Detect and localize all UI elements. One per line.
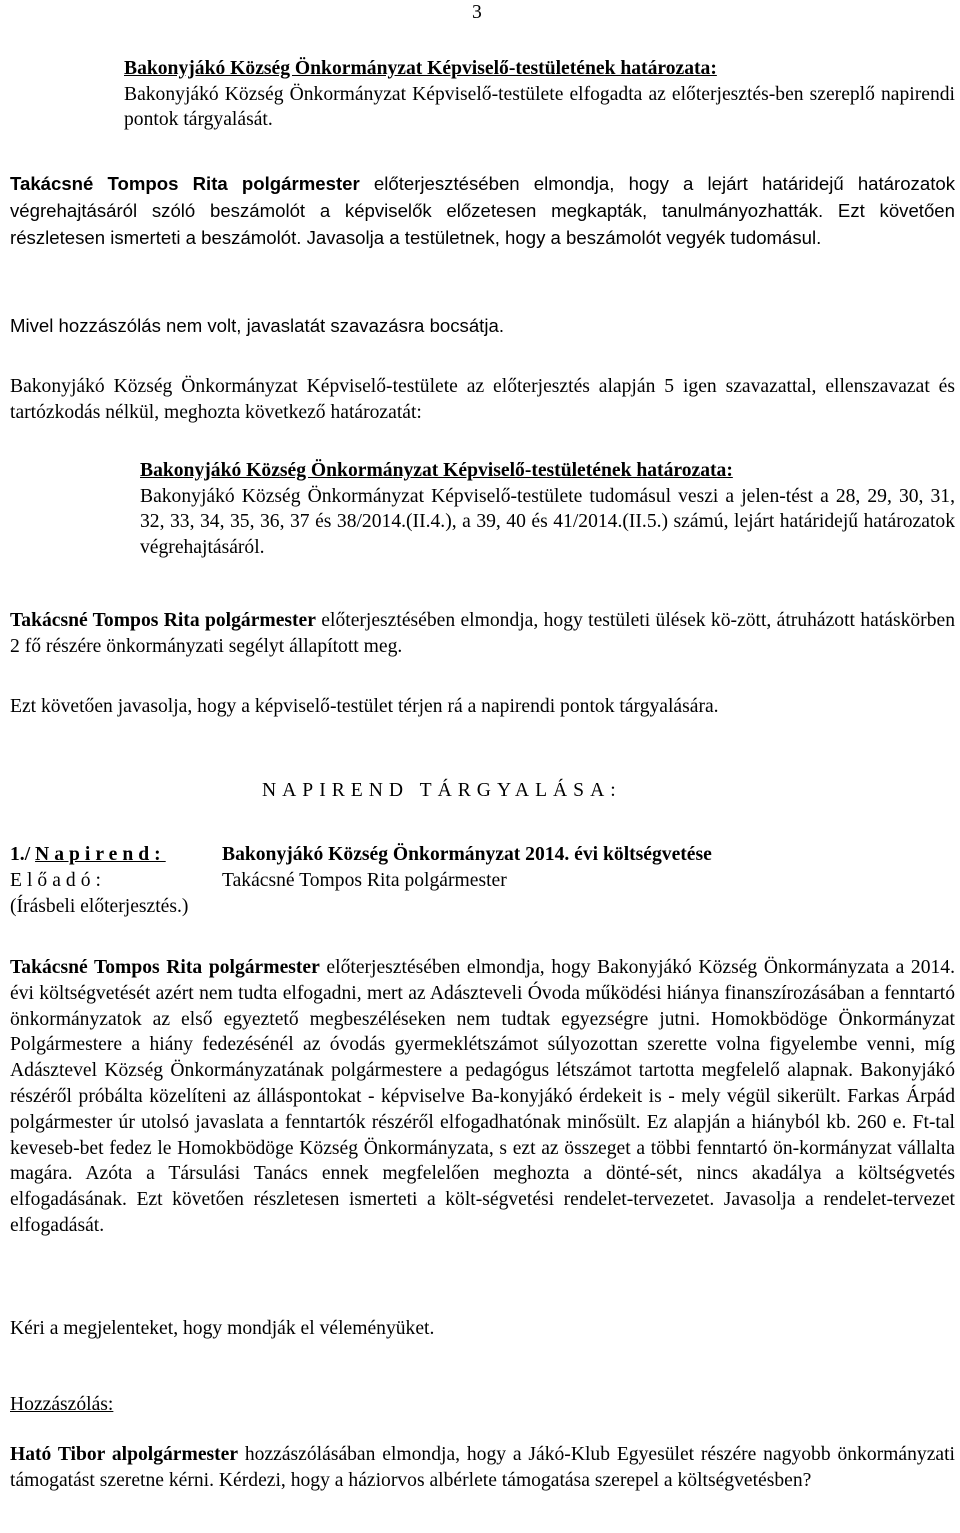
paragraph-text: előterjesztésében elmondja, hogy testületi ülések kö-zött, átruházott hatáskörben 2 fő részére önkormányzati segélyt állapított meg. <box>10 610 955 657</box>
resolution-1-heading: Bakonyjákó Község Önkormányzat Képviselő-testületének határozata: <box>124 58 717 79</box>
paragraph-comment <box>10 1442 955 1493</box>
speaker-name: Takácsné Tompos Rita polgármester <box>10 173 360 194</box>
speaker-name: Takácsné Tompos Rita polgármester <box>10 957 320 978</box>
paragraph-text: előterjesztésében elmondja, hogy a lejárt határidejű határozatok végrehajtásáról szóló beszámolót a képviselők előzetesen megkapták, tanulmányozhatták. Ezt követően részletesen ismerteti a beszámolót. Javasolja a testületnek, hogy a beszámolót vegyék tudomásul. <box>10 173 955 248</box>
resolution-2 <box>140 458 955 560</box>
paragraph-budget <box>10 955 955 1239</box>
resolution-2-heading: Bakonyjákó Község Önkormányzat Képviselő-testületének határozata: <box>140 460 733 481</box>
resolution-2-text: Bakonyjákó Község Önkormányzat Képviselő-testülete tudomásul veszi a jelen-tést a 28, 29, 30, 31, 32, 33, 34, 35, 36, 37 és 38/2014.(II.4.), a 39, 40 és 41/2014.(II.5.) számú, lejárt határidejű határozatok végrehajtásáról. <box>140 485 955 558</box>
paragraph-report <box>10 170 955 251</box>
paragraph-vote-call: Mivel hozzászólás nem volt, javaslatát szavazásra bocsátja. <box>10 315 504 336</box>
paragraph-text: előterjesztésében elmondja, hogy Bakonyjákó Község Önkormányzata a 2014. évi költségvetését azért nem tudta elfogadni, mert az Adászteveli Óvoda működési hiánya finanszírozásában a fenntartó önkormányzatok az első egyeztető megbeszéléseken nem tudtak egyezségre jutni. Homokbödöge Önkormányzat Polgármestere a hiány fedezésénél az óvodás gyermeklétszámot súlyozottan szerette volna figyelembe venni, míg Adásztevel Község Önkormányzatának polgármestere a pedagógus létszámot tartotta megfelelő alapnak. Bakonyjákó részéről próbálta közelíteni az álláspontokat - képviselve Ba-konyjákó érdekeit is - mely végül sikerült. Farkas Árpád polgármester úr utolsó javaslata a fenntartók részéről elfogadhatónak minősült. Ez alapján a hiányból kb. 260 e. Ft-tal keveseb-bet fedez le Homokbödöge Község Önkormányzata, s ezt az összeget a többi fenntartó ön-kormányzat vállalta magára. Azóta a Társulási Tanács ennek megfelelően meghozta a dönté-sét, nincs akadálya a költségvetés elfogadásának. Ezt követően részletesen ismerteti a költ-ségvetési rendelet-tervezetet. Javasolja a rendelet-tervezet elfogadását. <box>10 957 955 1236</box>
page-number: 3 <box>472 2 482 23</box>
resolution-1-text: Bakonyjákó Község Önkormányzat Képviselő-testülete elfogadta az előterjesztés-ben szereplő napirendi pontok tárgyalását. <box>124 83 955 130</box>
agenda-heading: NAPIREND TÁRGYALÁSA: <box>262 780 622 801</box>
paragraph-aid <box>10 608 955 659</box>
agenda-number: 1./ <box>10 844 31 865</box>
speaker-name: Ható Tibor alpolgármester <box>10 1444 239 1465</box>
comment-heading: Hozzászólás: <box>10 1394 114 1415</box>
agenda-label: Napirend: <box>35 844 166 865</box>
paragraph-text: hozzászólásában elmondja, hogy a Jákó-Klub Egyesület részére nagyobb önkormányzati támogatást szeretne kérni. Kérdezi, hogy a háziorvos albérlete támogatása szerepel a költségvetésben? <box>10 1444 955 1491</box>
paragraph-vote-result: Bakonyjákó Község Önkormányzat Képviselő-testülete az előterjesztés alapján 5 igen szavazattal, ellenszavazat és tartózkodás nélkül, meghozta következő határozatát: <box>10 376 955 423</box>
speaker-name: Takácsné Tompos Rita polgármester <box>10 610 316 631</box>
resolution-1 <box>124 56 955 133</box>
agenda-item-1 <box>10 842 166 868</box>
agenda-title: Bakonyjákó Község Önkormányzat 2014. évi költségvetése <box>222 844 712 865</box>
presenter-label: Előadó: <box>10 870 106 891</box>
agenda-note: (Írásbeli előterjesztés.) <box>10 896 189 917</box>
paragraph-proceed: Ezt követően javasolja, hogy a képviselő-testület térjen rá a napirendi pontok tárgyalására. <box>10 696 719 717</box>
presenter-name: Takácsné Tompos Rita polgármester <box>222 870 507 891</box>
paragraph-request-opinion: Kéri a megjelenteket, hogy mondják el véleményüket. <box>10 1318 435 1339</box>
